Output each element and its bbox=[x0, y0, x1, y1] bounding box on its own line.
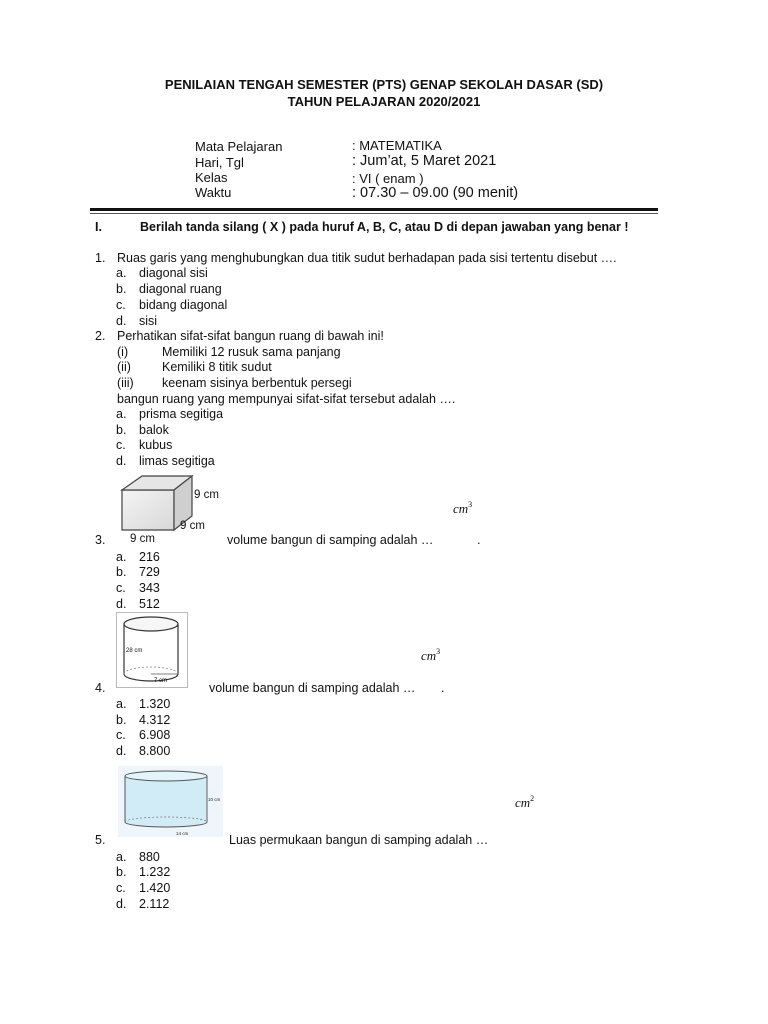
option-letter[interactable]: a. bbox=[116, 550, 127, 564]
wide-cylinder-figure bbox=[118, 766, 223, 837]
option-text: 6.908 bbox=[139, 728, 171, 742]
option-letter[interactable]: a. bbox=[116, 407, 127, 421]
option-letter[interactable]: b. bbox=[116, 565, 127, 579]
option-text: 1.232 bbox=[139, 865, 171, 879]
option-text: 1.420 bbox=[139, 881, 171, 895]
option-text: bidang diagonal bbox=[139, 298, 228, 312]
question-text: Luas permukaan bangun di samping adalah … bbox=[229, 833, 489, 847]
unit-cm2: $cm^2$ bbox=[515, 794, 535, 810]
option-letter[interactable]: d. bbox=[116, 897, 127, 911]
option-text: 1.320 bbox=[139, 697, 171, 711]
question-text: volume bangun di samping adalah … bbox=[227, 533, 434, 547]
option-letter[interactable]: a. bbox=[116, 266, 127, 280]
option-text: 8.800 bbox=[139, 744, 171, 758]
meta-label-class: Kelas bbox=[195, 170, 228, 185]
cube-depth-label: 9 cm bbox=[180, 520, 205, 532]
option-text: balok bbox=[139, 423, 169, 437]
meta-value-subject: : MATEMATIKA bbox=[352, 138, 442, 153]
option-letter[interactable]: d. bbox=[116, 314, 127, 328]
section-instruction: Berilah tanda silang ( X ) pada huruf A, B, C, atau D di depan jawaban yang benar ! bbox=[140, 220, 629, 234]
option-letter[interactable]: c. bbox=[116, 728, 126, 742]
meta-value-date: : Jum’at, 5 Maret 2021 bbox=[352, 153, 497, 169]
option-text: diagonal ruang bbox=[139, 282, 222, 296]
unit-cm3: $cm^3$ bbox=[421, 647, 441, 663]
option-letter[interactable]: b. bbox=[116, 713, 127, 727]
meta-label-date: Hari, Tgl bbox=[195, 155, 244, 170]
option-letter[interactable]: b. bbox=[116, 865, 127, 879]
property-numeral: (iii) bbox=[117, 376, 134, 390]
cube-figure bbox=[110, 472, 240, 544]
section-number: I. bbox=[95, 220, 102, 234]
option-letter[interactable]: d. bbox=[116, 597, 127, 611]
property-text: keenam sisinya berbentuk persegi bbox=[162, 376, 352, 390]
question-number: 2. bbox=[95, 329, 106, 343]
question-number: 5. bbox=[95, 833, 106, 847]
question-followup: bangun ruang yang mempunyai sifat-sifat tersebut adalah …. bbox=[117, 392, 456, 406]
question-text: Perhatikan sifat-sifat bangun ruang di bawah ini! bbox=[117, 329, 384, 343]
property-numeral: (i) bbox=[117, 345, 129, 359]
cylinder-top bbox=[125, 771, 207, 781]
option-text: limas segitiga bbox=[139, 454, 215, 468]
meta-value-class: : VI ( enam ) bbox=[352, 171, 424, 186]
cube-width-label: 9 cm bbox=[130, 533, 155, 544]
option-text: diagonal sisi bbox=[139, 266, 208, 280]
option-letter[interactable]: c. bbox=[116, 881, 126, 895]
question-text: volume bangun di samping adalah … bbox=[209, 681, 416, 695]
option-text: 880 bbox=[139, 850, 160, 864]
unit-cm3: $cm^3$ bbox=[453, 500, 473, 516]
option-text: 4.312 bbox=[139, 713, 171, 727]
option-letter[interactable]: c. bbox=[116, 438, 126, 452]
option-letter[interactable]: d. bbox=[116, 454, 127, 468]
cylinder-top bbox=[124, 617, 178, 631]
meta-value-time: : 07.30 – 09.00 (90 menit) bbox=[352, 185, 519, 201]
option-text: 2.112 bbox=[139, 897, 170, 911]
option-letter[interactable]: c. bbox=[116, 298, 126, 312]
option-letter[interactable]: d. bbox=[116, 744, 127, 758]
property-numeral: (ii) bbox=[117, 360, 131, 374]
option-letter[interactable]: a. bbox=[116, 697, 127, 711]
cube-height-label: 9 cm bbox=[194, 489, 219, 501]
option-letter[interactable]: c. bbox=[116, 581, 126, 595]
cylinder-height-label: 10 cm bbox=[208, 797, 221, 802]
cylinder-height-label: 28 cm bbox=[126, 648, 143, 654]
meta-label-time: Waktu bbox=[195, 185, 232, 200]
header-divider-thin bbox=[90, 213, 658, 214]
question-end-mark: . bbox=[477, 533, 481, 547]
option-text: prisma segitiga bbox=[139, 407, 224, 421]
meta-label-subject: Mata Pelajaran bbox=[195, 139, 283, 154]
option-text: kubus bbox=[139, 438, 173, 452]
question-number: 3. bbox=[95, 533, 106, 547]
option-letter[interactable]: b. bbox=[116, 282, 127, 296]
question-text: Ruas garis yang menghubungkan dua titik sudut berhadapan pada sisi tertentu disebut …. bbox=[117, 251, 617, 265]
property-text: Kemiliki 8 titik sudut bbox=[162, 360, 272, 374]
exam-title: PENILAIAN TENGAH SEMESTER (PTS) GENAP SEKOLAH DASAR (SD) bbox=[164, 77, 604, 92]
cube-front-face bbox=[122, 490, 174, 530]
option-text: 729 bbox=[139, 565, 160, 579]
option-text: 343 bbox=[139, 581, 160, 595]
cylinder-figure bbox=[116, 612, 188, 688]
option-letter[interactable]: a. bbox=[116, 850, 127, 864]
question-number: 4. bbox=[95, 681, 106, 695]
option-text: 512 bbox=[139, 597, 160, 611]
option-letter[interactable]: b. bbox=[116, 423, 127, 437]
question-number: 1. bbox=[95, 251, 106, 265]
question-end-mark: . bbox=[441, 681, 445, 695]
header-divider bbox=[90, 208, 658, 211]
option-text: sisi bbox=[139, 314, 158, 328]
cylinder-diameter-label: 14 cm bbox=[176, 831, 189, 836]
cylinder-radius-label: 7 cm bbox=[154, 678, 168, 684]
school-year: TAHUN PELAJARAN 2020/2021 bbox=[287, 94, 481, 109]
option-text: 216 bbox=[139, 550, 160, 564]
property-text: Memiliki 12 rusuk sama panjang bbox=[162, 345, 341, 359]
